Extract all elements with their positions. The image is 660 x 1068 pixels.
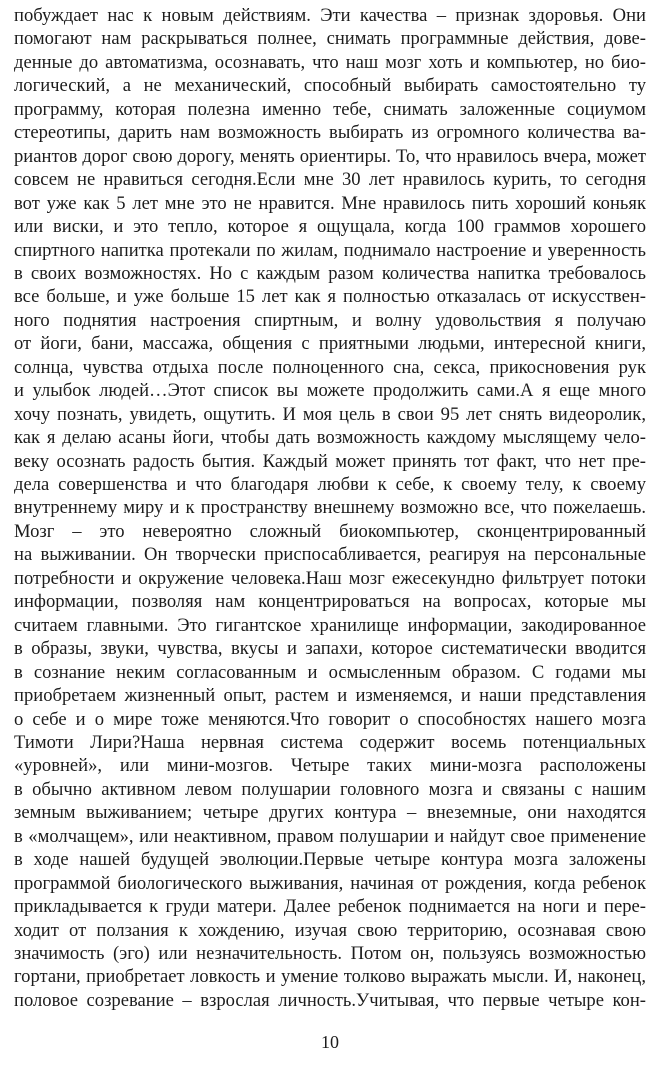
text-line: в своих возможностях. Но с каждым разом количества напитка требовалось (14, 262, 646, 284)
text-line: в «молчащем», или неактивном, правом полушарии и найдут свое применение (14, 825, 646, 847)
text-line: совсем не нравиться сегодня.Если мне 30 лет нравилось курить, то сегодня (14, 169, 646, 191)
text-line: как я делаю асаны йоги, чтобы дать возможность каждому мыслящему чело- (14, 427, 646, 449)
text-line: логический, а не механический, способный выбирать самостоятельно ту (14, 75, 646, 97)
text-line: стереотипы, дарить нам возможность выбирать из огромного количества ва- (14, 122, 646, 144)
text-line: риантов дорог свою дорогу, менять ориентиры. То, что нравилось вчера, может (14, 145, 646, 167)
text-line: потребности и окружение человека.Наш мозг ежесекундно фильтрует потоки (14, 567, 646, 589)
text-line: или виски, и это тепло, которое я ощущала, когда 100 граммов хорошего (14, 216, 646, 238)
text-line: ходит от ползания к хождению, изучая свою территорию, осознавая свою (14, 919, 646, 941)
text-line: спиртного напитка протекали по жилам, поднимало настроение и уверенность (14, 239, 646, 261)
text-line: и улыбок людей…Этот список вы можете продолжить сами.А я еще много (14, 380, 646, 402)
text-line: о себе и о мире тоже меняются.Что говорит о способностях нашего мозга (14, 708, 646, 730)
page-number: 10 (321, 1032, 339, 1052)
text-line: программой биологического выживания, начиная от рождения, когда ребенок (14, 872, 646, 894)
text-line: половое созревание – взрослая личность.Учитывая, что первые четыре кон- (14, 989, 646, 1011)
text-line: гортани, приобретает ловкость и умение толково выражать мысли. И, наконец, (14, 966, 646, 988)
text-line: Мозг – это невероятно сложный биокомпьютер, сконцентрированный (14, 520, 646, 542)
text-line: вот уже как 5 лет мне это не нравится. Мне нравилось пить хороший коньяк (14, 192, 646, 214)
text-line: Тимоти Лири?Наша нервная система содержит восемь потенциальных (14, 731, 646, 753)
text-line: в ходе нашей будущей эволюции.Первые четыре контура мозга заложены (14, 849, 646, 871)
text-line: значимость (эго) или незначительность. Потом он, пользуясь возможностью (14, 943, 646, 964)
text-line: денные до автоматизма, осознавать, что наш мозг хоть и компьютер, но био- (14, 51, 646, 73)
text-line: программу, которая полезна именно тебе, снимать заложенные социумом (14, 98, 646, 120)
text-line: приобретаем жизненный опыт, растем и изменяемся, и наши представления (14, 685, 646, 707)
text-line: информации, позволяя нам концентрироваться на вопросах, которые мы (14, 591, 646, 613)
text-line: солнца, чувства отдыха после полноценного сна, секса, прикосновения рук (14, 356, 646, 378)
text-line: дела совершенства и что благодаря любви к себе, к своему телу, к своему (14, 474, 646, 495)
text-line: все больше, и уже больше 15 лет как я полностью отказалась от искусствен- (14, 286, 646, 308)
text-line: на выживании. Он творчески приспосабливается, реагируя на персональные (14, 544, 646, 566)
text-line: внутреннему миру и к пространству внешнему возможно все, что пожелаешь. (14, 497, 646, 519)
text-line: от йоги, бани, массажа, общения с приятными людьми, интересной книги, (14, 333, 646, 355)
text-line: земным выживанием; четыре других контура – внеземные, они находятся (14, 802, 646, 824)
text-line: «уровней», или мини-мозгов. Четыре таких мини-мозга расположены (14, 755, 646, 777)
text-line: считаем главными. Это гигантское хранилище информации, закодированное (14, 614, 646, 636)
text-line: ного поднятия настроения спиртным, и волну удовольствия я получаю (14, 309, 646, 331)
text-line: веку осознать радость бытия. Каждый может принять тот факт, что нет пре- (14, 450, 646, 472)
book-page-text (14, 4, 646, 1064)
text-line: хочу познать, увидеть, ощутить. И моя цель в свои 95 лет снять видеоролик, (14, 403, 646, 425)
text-line: побуждает нас к новым действиям. Эти качества – признак здоровья. Они (14, 5, 646, 26)
text-line: помогают нам раскрываться полнее, снимать программные действия, дове- (14, 28, 646, 50)
text-line: в обычно активном левом полушарии головного мозга и связаны с нашим (14, 778, 646, 800)
text-line: прикладывается к груди матери. Далее ребенок поднимается на ноги и пере- (14, 896, 646, 918)
text-line: в сознание неким согласованным и осмысленным образом. С годами мы (14, 661, 646, 683)
text-line: в образы, звуки, чувства, вкусы и запахи, которое систематически вводится (14, 638, 646, 660)
